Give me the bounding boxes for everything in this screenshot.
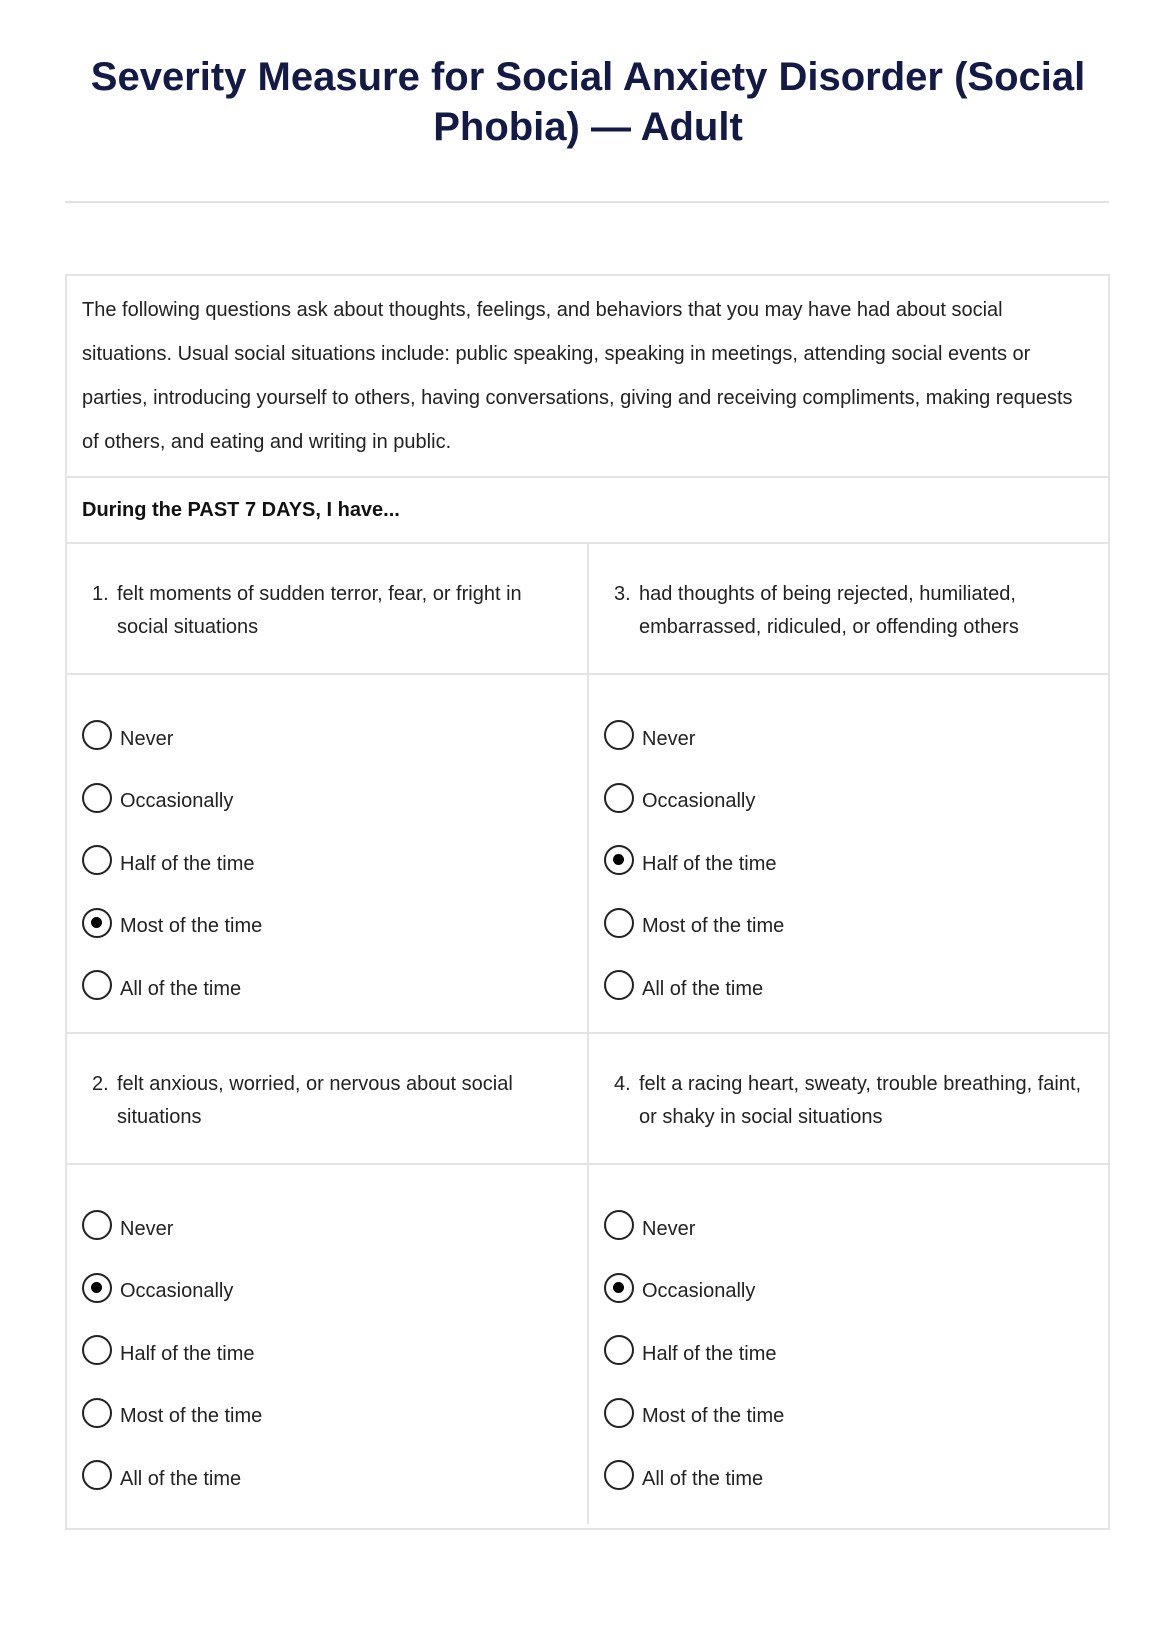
radio-button[interactable] [604,1273,634,1303]
page-title: Severity Measure for Social Anxiety Disorder (Social Phobia) — Adult [90,55,1086,149]
radio-button[interactable] [82,970,112,1000]
option-label: Half of the time [120,852,255,875]
radio-button[interactable] [82,1335,112,1365]
question-number: 1. [92,583,109,605]
radio-option[interactable] [604,1323,1108,1386]
question-text [67,1034,587,1165]
option-label: All of the time [120,1467,242,1490]
radio-option[interactable] [604,1261,1108,1324]
option-label: Half of the time [120,1342,255,1365]
radio-button[interactable] [604,1335,634,1365]
question-text [589,1034,1108,1165]
radio-option[interactable] [82,1323,587,1386]
radio-button[interactable] [604,1460,634,1490]
question-text [67,544,587,675]
radio-button[interactable] [82,1398,112,1428]
radio-option[interactable] [82,1261,587,1324]
radio-option[interactable] [604,1198,1108,1261]
instructions: The following questions ask about thoughts, feelings, and behaviors that you may have had about social situations. Usual social situations include: public speaking, speaking in meetings, attending social events or parties, introducing yourself to others, having conversations, giving and receiving compliments, making requests of others, and eating and writing in public. [67,276,1108,478]
radio-button[interactable] [604,1210,634,1240]
divider [65,201,1109,203]
option-label: Most of the time [120,915,263,938]
option-label: All of the time [120,977,242,1000]
option-label: Occasionally [642,1280,756,1303]
option-label: Occasionally [120,790,234,813]
radio-option[interactable] [82,1386,587,1449]
radio-option[interactable] [604,708,1108,771]
option-label: Never [120,727,174,750]
option-label: Never [642,1217,696,1240]
radio-option[interactable] [82,833,587,896]
radio-button[interactable] [82,1210,112,1240]
option-label: Half of the time [642,852,777,875]
option-label: Never [120,1217,174,1240]
question-label: felt a racing heart, sweaty, trouble breathing, faint, or shaky in social situations [639,1073,1082,1128]
question-number: 3. [614,583,631,605]
question-number: 2. [92,1073,109,1095]
question-grid [67,544,1108,1524]
radio-button[interactable] [604,845,634,875]
answer-options [589,1165,1108,1524]
radio-option[interactable] [82,708,587,771]
radio-button[interactable] [82,845,112,875]
option-label: All of the time [642,977,764,1000]
radio-button[interactable] [604,783,634,813]
question-number: 4. [614,1073,631,1095]
radio-option[interactable] [82,958,587,1021]
radio-button[interactable] [604,908,634,938]
option-label: Most of the time [642,1405,785,1428]
radio-button[interactable] [82,1273,112,1303]
radio-option[interactable] [82,1448,587,1511]
option-label: All of the time [642,1467,764,1490]
radio-option[interactable] [604,958,1108,1021]
radio-option[interactable] [82,896,587,959]
section-lead: During the PAST 7 DAYS, I have... [67,478,1108,544]
answer-options [67,675,587,1034]
radio-button[interactable] [604,970,634,1000]
option-label: Half of the time [642,1342,777,1365]
option-label: Most of the time [120,1405,263,1428]
radio-option[interactable] [82,771,587,834]
question-label: felt moments of sudden terror, fear, or fright in social situations [117,583,522,638]
radio-button[interactable] [604,720,634,750]
question-text [589,544,1108,675]
radio-option[interactable] [604,1386,1108,1449]
radio-button[interactable] [82,1460,112,1490]
option-label: Occasionally [642,790,756,813]
radio-button[interactable] [82,783,112,813]
answer-options [67,1165,587,1524]
question-label: felt anxious, worried, or nervous about social situations [117,1073,513,1128]
answer-options [589,675,1108,1034]
option-label: Most of the time [642,915,785,938]
option-label: Never [642,727,696,750]
radio-option[interactable] [604,896,1108,959]
radio-button[interactable] [604,1398,634,1428]
radio-option[interactable] [604,771,1108,834]
radio-option[interactable] [604,1448,1108,1511]
radio-button[interactable] [82,720,112,750]
option-label: Occasionally [120,1280,234,1303]
radio-button[interactable] [82,908,112,938]
questionnaire-card [65,274,1110,1530]
question-label: had thoughts of being rejected, humiliated, embarrassed, ridiculed, or offending others [639,583,1019,638]
radio-option[interactable] [604,833,1108,896]
radio-option[interactable] [82,1198,587,1261]
